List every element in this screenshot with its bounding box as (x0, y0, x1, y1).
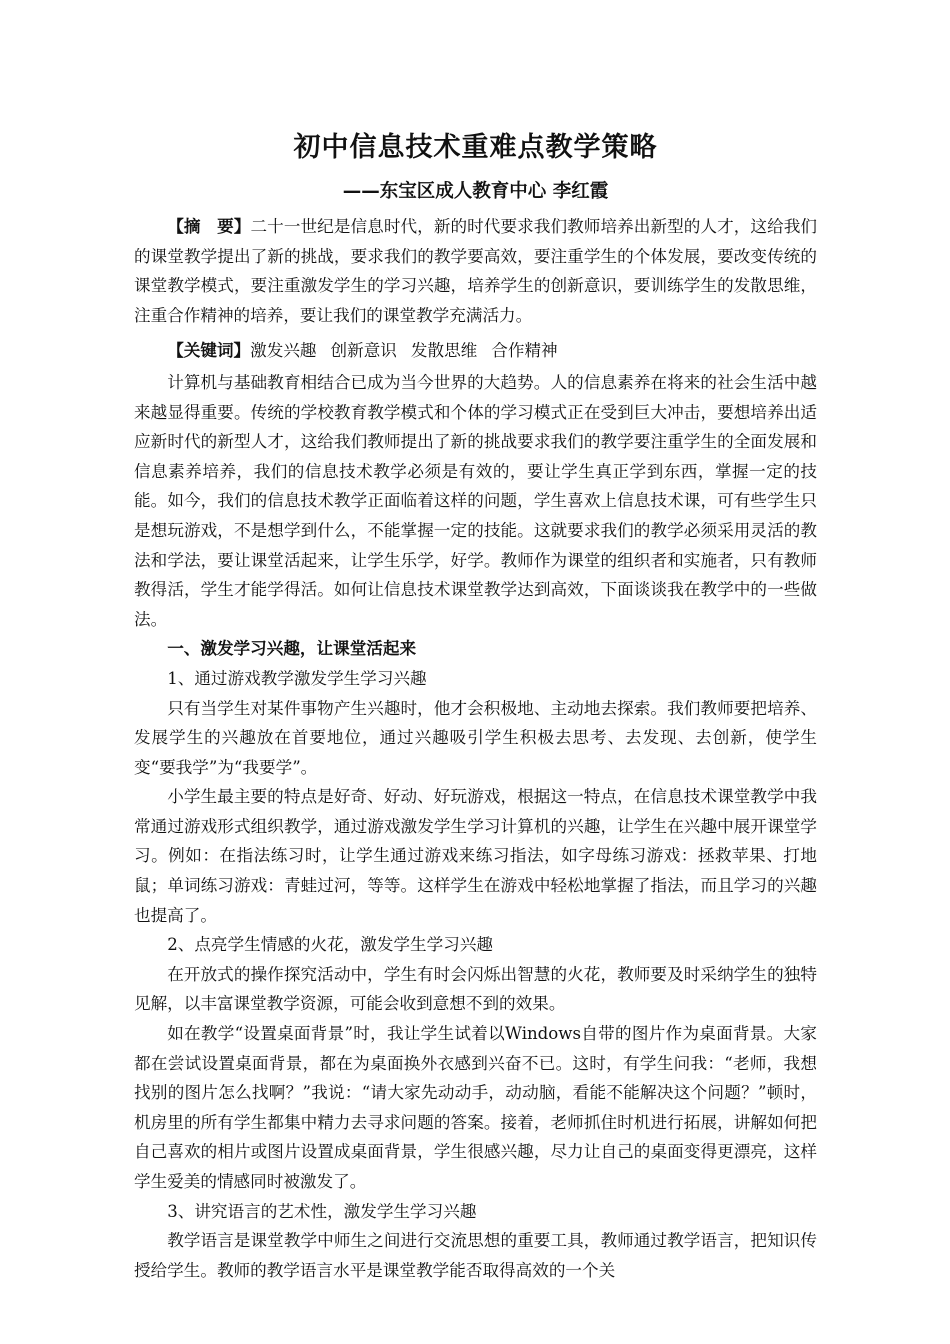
body-paragraph: 在开放式的操作探究活动中，学生有时会闪烁出智慧的火花，教师要及时采纳学生的独特见解，以丰富课堂教学资源，可能会收到意想不到的效果。 (134, 964, 817, 1014)
document-title: 初中信息技术重难点教学策略 (293, 132, 658, 163)
body-paragraph: 只有当学生对某件事物产生兴趣时，他才会积极地、主动地去探索。我们教师要把培养、发展学生的兴趣放在首要地位，通过兴趣吸引学生积极去思考、去发现、去创新，使学生变“要我学”为“我要学”。 (134, 698, 817, 777)
document-subtitle: ——东宝区成人教育中心 李红霞 (342, 181, 609, 202)
subsection-heading: 2、点亮学生情感的火花，激发学生学习兴趣 (167, 935, 494, 955)
abstract-paragraph (134, 212, 817, 330)
keyword-item: 发散思维 (410, 341, 478, 361)
document-page (134, 128, 817, 1285)
intro-paragraph: 计算机与基础教育相结合已成为当今世界的大趋势。人的信息素养在将来的社会生活中越来越显得重要。传统的学校教育教学模式和个体的学习模式正在受到巨大冲击，要想培养出适应新时代的新型人才，这给我们教师提出了新的挑战要求我们的教学要注重学生的全面发展和信息素养培养，我们的信息技术教学必须是有效的，要让学生真正学到东西，掌握一定的技能。如今，我们的信息技术教学正面临着这样的问题，学生喜欢上信息技术课，可有些学生只是想玩游戏，不是想学到什么，不能掌握一定的技能。这就要求我们的教学必须采用灵活的教法和学法，要让课堂活起来，让学生乐学，好学。教师作为课堂的组织者和实施者，只有教师教得活，学生才能学得活。如何让信息技术课堂教学达到高效，下面谈谈我在教学中的一些做法。 (134, 372, 817, 629)
abstract-text: 二十一世纪是信息时代，新的时代要求我们教师培养出新型的人才，这给我们的课堂教学提出了新的挑战，要求我们的教学要高效，要注重学生的个体发展，要改变传统的课堂教学模式，要注重激发学生的学习兴趣，培养学生的创新意识，要训练学生的发散思维，注重合作精神的培养，要让我们的课堂教学充满活力。 (134, 217, 818, 325)
section-heading: 一、激发学习兴趣，让课堂活起来 (167, 639, 417, 659)
abstract-label: 【摘 要】 (167, 217, 251, 236)
keywords-paragraph (134, 336, 817, 366)
keywords-label: 【关键词】 (167, 341, 251, 361)
keyword-item: 创新意识 (330, 341, 397, 361)
body-paragraph: 教学语言是课堂教学中师生之间进行交流思想的重要工具，教师通过教学语言，把知识传授给学生。教师的教学语言水平是课堂教学能否取得高效的一个关 (134, 1231, 817, 1280)
subsection-heading: 3、讲究语言的艺术性，激发学生学习兴趣 (167, 1201, 477, 1221)
keyword-item: 激发兴趣 (250, 341, 317, 361)
body-paragraph: 小学生最主要的特点是好奇、好动、好玩游戏，根据这一特点，在信息技术课堂教学中我常通过游戏形式组织教学，通过游戏激发学生学习计算机的兴趣，让学生在兴趣中展开课堂学习。例如：在指法练习时，让学生通过游戏来练习指法，如字母练习游戏：拯救苹果、打地鼠；单词练习游戏：青蛙过河，等等。这样学生在游戏中轻松地掌握了指法，而且学习的兴趣也提高了。 (134, 787, 817, 925)
subsection-heading: 1、通过游戏教学激发学生学习兴趣 (167, 668, 427, 688)
body-paragraph: 如在教学“设置桌面背景”时，我让学生试着以Windows自带的图片作为桌面背景。大家都在尝试设置桌面背景，都在为桌面换外衣感到兴奋不已。这时，有学生问我：“老师，我想找别的图片怎么找啊？”我说：“请大家先动动手，动动脑，看能不能解决这个问题？”顿时，机房里的所有学生都集中精力去寻求问题的答案。接着，老师抓住时机进行拓展，讲解如何把自己喜欢的相片或图片设置成桌面背景，学生很感兴趣，尽力让自己的桌面变得更漂亮，这样学生爱美的情感同时被激发了。 (134, 1024, 817, 1191)
keyword-item: 合作精神 (491, 341, 558, 361)
